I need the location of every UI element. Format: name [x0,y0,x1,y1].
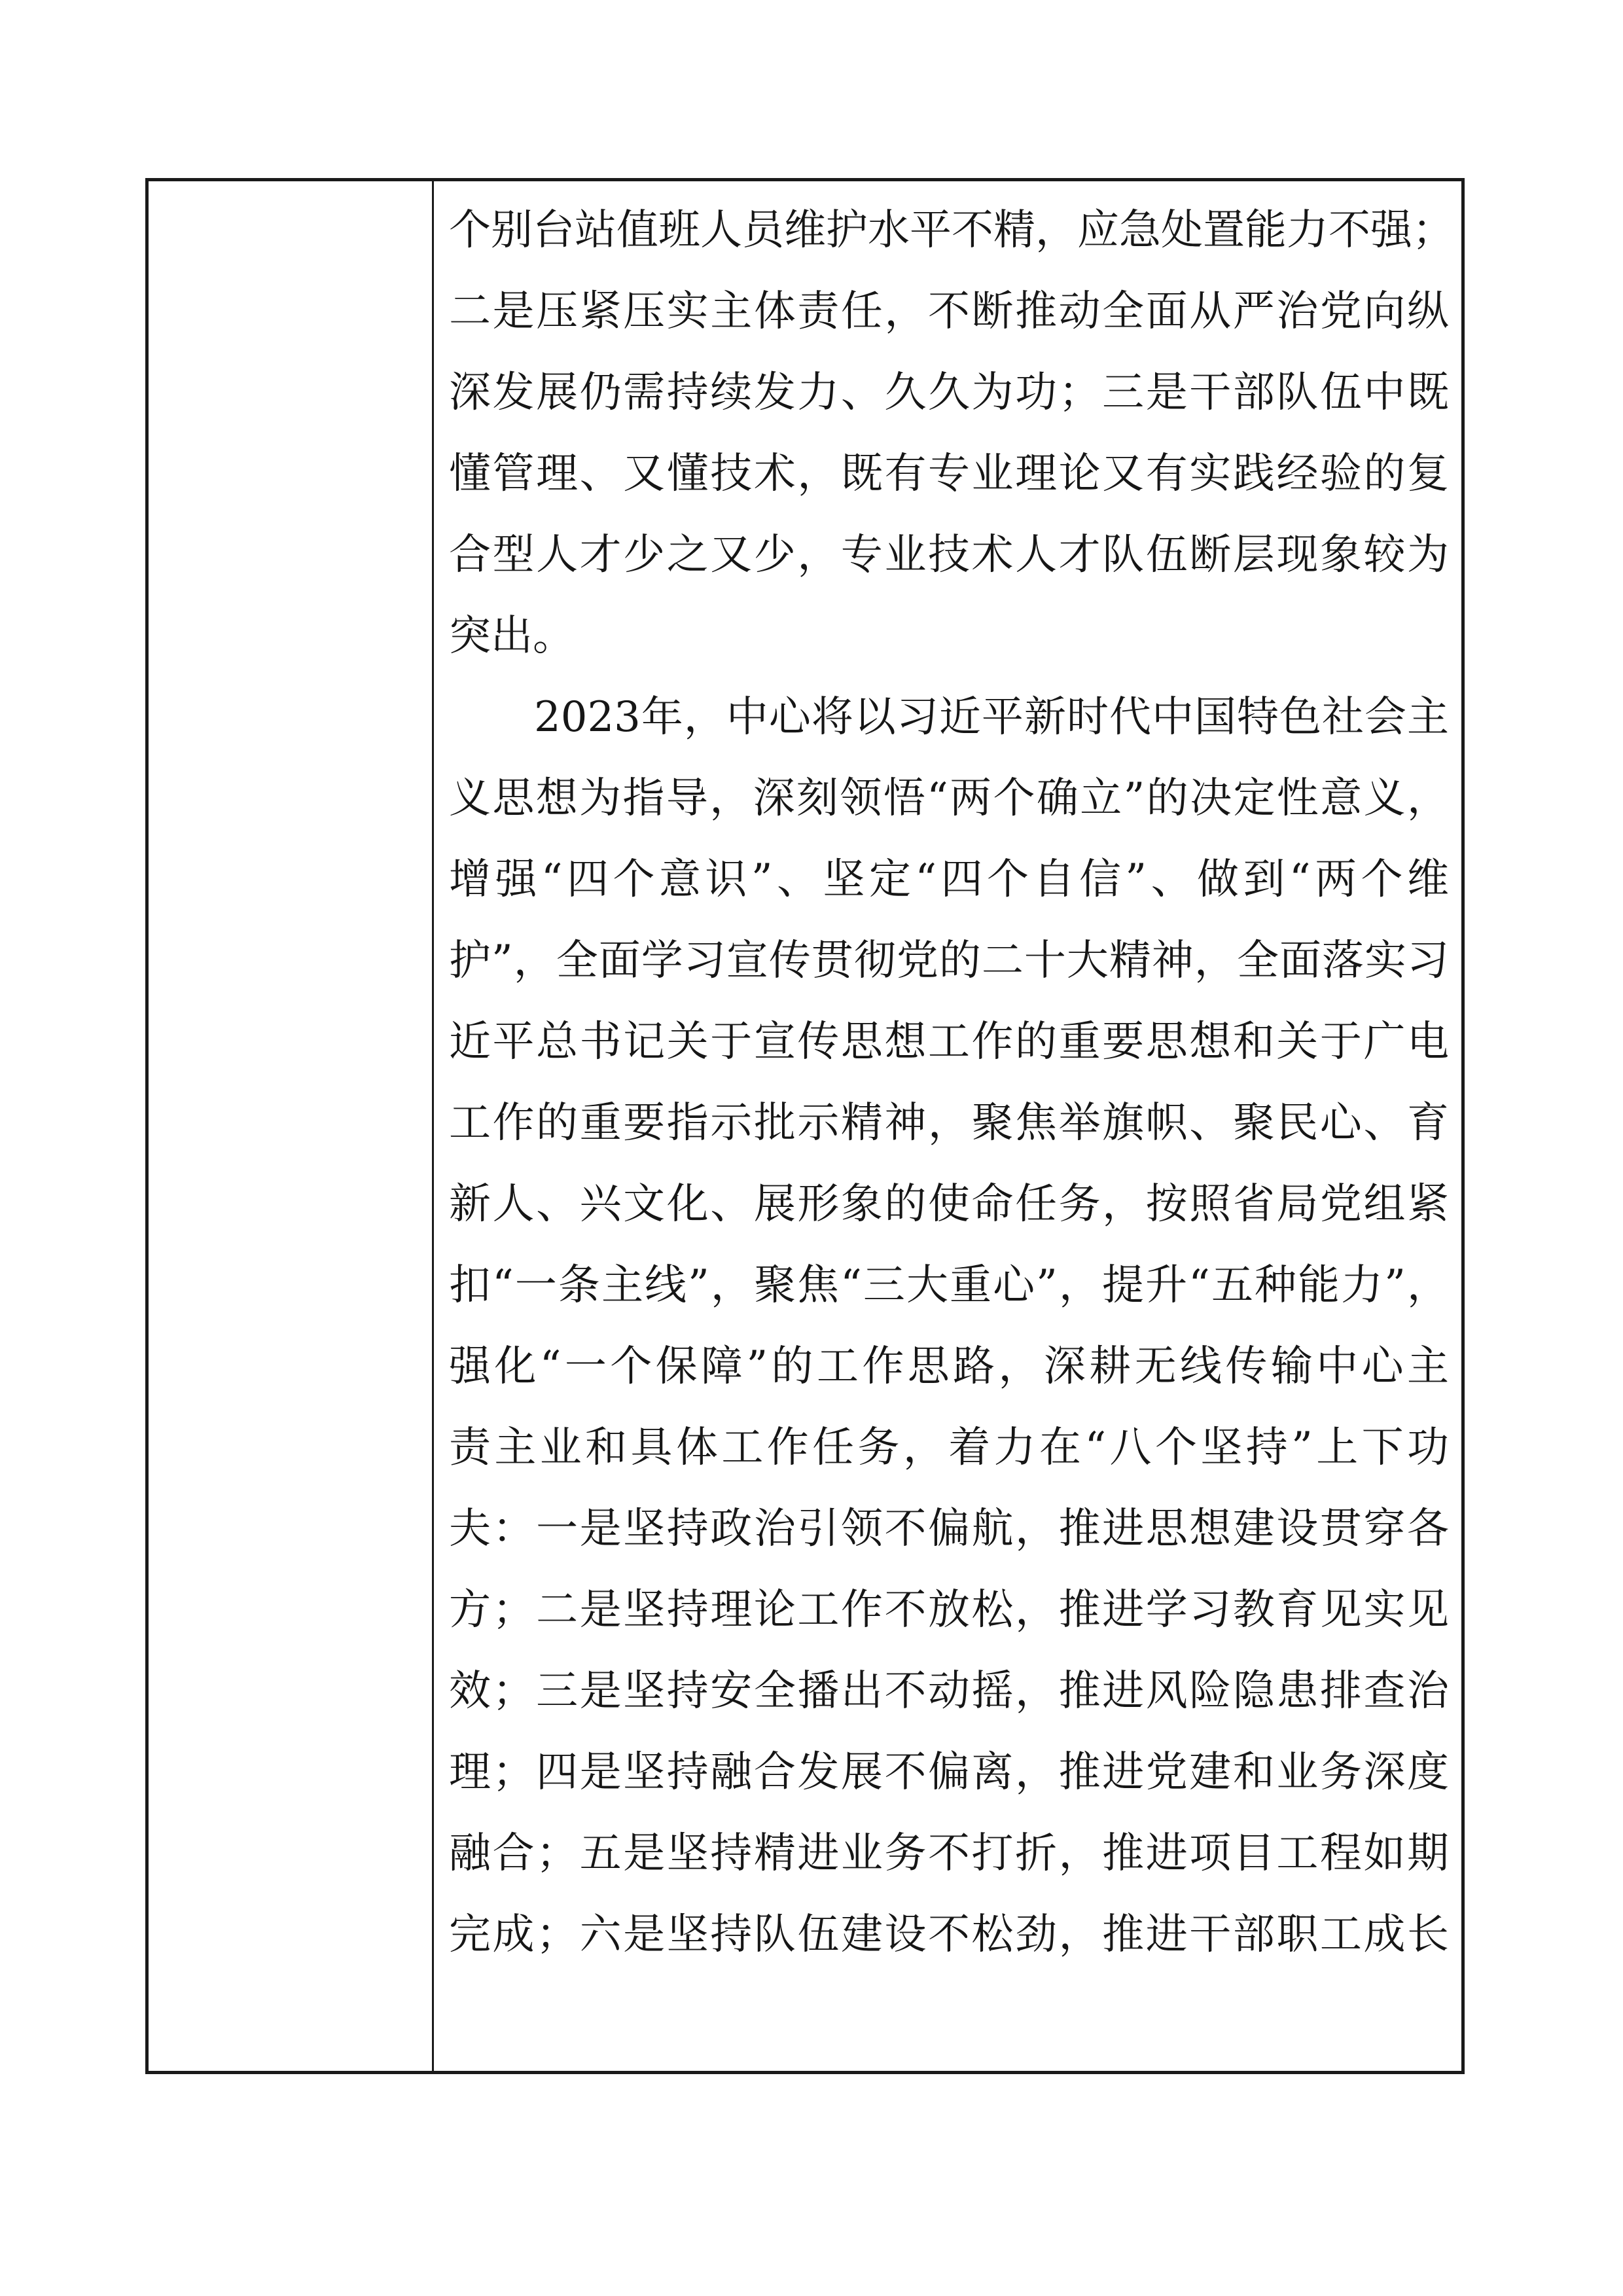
text-line: 融合；五是坚持精进业务不打折，推进项目工程如期 [449,1829,1449,1878]
text-line: 近平总书记关于宣传思想工作的重要思想和关于广电 [449,1018,1449,1066]
text-line: 二是压紧压实主体责任，不断推动全面从严治党向纵 [449,287,1449,336]
text-line: 个别台站值班人员维护水平不精，应急处置能力不强； [449,206,1454,255]
text-line: 完成；六是坚持队伍建设不松劲，推进干部职工成长 [449,1910,1449,1959]
text-line: 增强“四个意识”、坚定“四个自信”、做到“两个维 [449,855,1449,904]
text-line: 合型人才少之又少，专业技术人才队伍断层现象较为 [449,531,1449,579]
text-line: 夫：一是坚持政治引领不偏航，推进思想建设贯穿各 [449,1505,1449,1553]
text-line: 理；四是坚持融合发展不偏离，推进党建和业务深度 [449,1748,1449,1797]
text-line: 突出。 [449,612,575,660]
text-line: 新人、兴文化、展形象的使命任务，按照省局党组紧 [449,1180,1449,1229]
text-line: 懂管理、又懂技术，既有专业理论又有实践经验的复 [449,450,1449,498]
text-line: 2023年，中心将以习近平新时代中国特色社会主 [534,693,1449,742]
column-divider [432,178,434,2074]
text-line: 义思想为指导，深刻领悟“两个确立”的决定性意义， [449,774,1449,823]
text-line: 效；三是坚持安全播出不动摇，推进风险隐患排查治 [449,1667,1449,1715]
text-line: 方；二是坚持理论工作不放松，推进学习教育见实见 [449,1586,1449,1634]
label-cell [149,181,432,2071]
text-line: 扣“一条主线”，聚焦“三大重心”，提升“五种能力”， [449,1261,1449,1310]
text-line: 强化“一个保障”的工作思路，深耕无线传输中心主 [449,1342,1449,1391]
text-line: 责主业和具体工作任务，着力在“八个坚持”上下功 [449,1424,1449,1472]
text-line: 护”，全面学习宣传贯彻党的二十大精神，全面落实习 [449,937,1449,985]
text-line: 深发展仍需持续发力、久久为功；三是干部队伍中既 [449,368,1449,417]
text-line: 工作的重要指示批示精神，聚焦举旗帜、聚民心、育 [449,1099,1449,1147]
